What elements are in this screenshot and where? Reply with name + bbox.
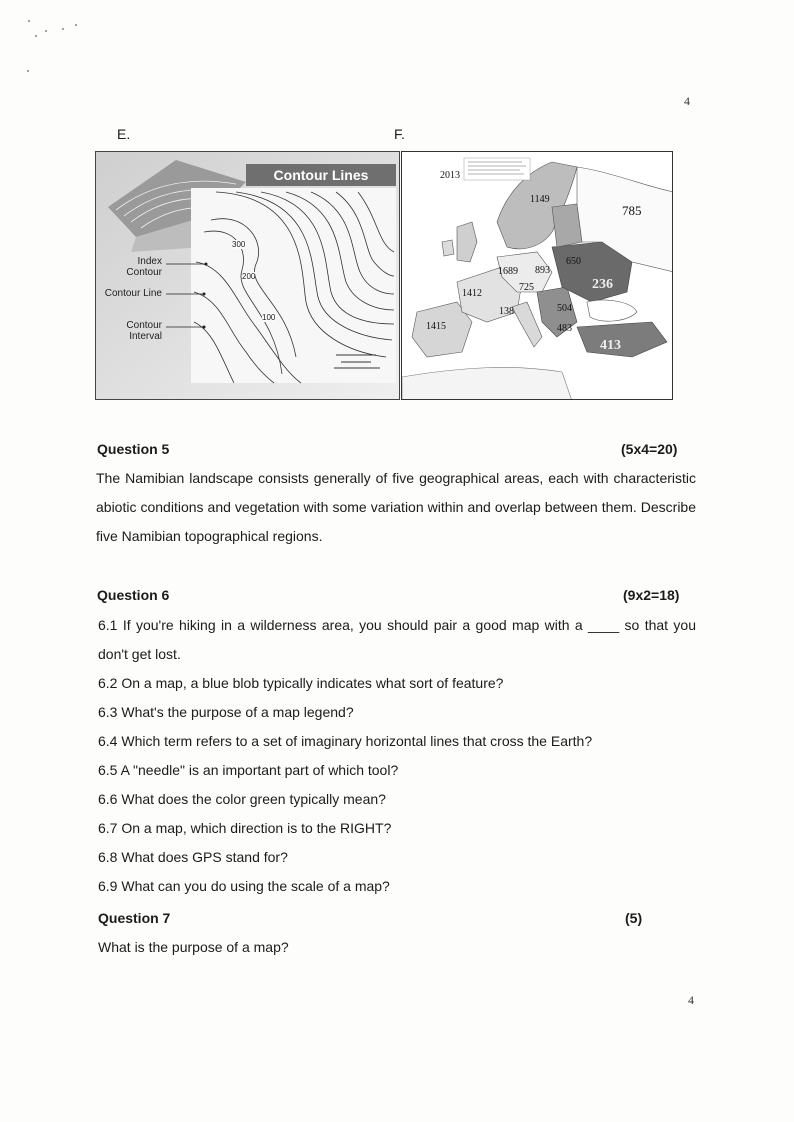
figure-f-label: F. [394,126,405,142]
map-value-725: 725 [519,282,534,293]
europe-map-figure [401,151,673,400]
contour-line-label: Contour Line [104,288,162,299]
map-value-413: 413 [600,338,621,353]
question-6-item: 6.4 Which term refers to a set of imaginary horizontal lines that cross the Earth? [98,733,593,749]
europe-map-drawing [402,152,673,400]
map-value-650: 650 [566,256,581,267]
question-6-item: don't get lost. [98,646,181,662]
contour-interval-label: Contour Interval [126,320,162,342]
question-7-title: Question 7 [98,910,171,926]
question-6-list [98,611,698,901]
question-5-text: The Namibian landscape consists generally of five geographical areas, each with characteristic abiotic conditions and vegetation with some variation within and overlap between them. Describe five Namibian topographical regions. [96,470,696,544]
question-6-title: Question 6 [97,587,170,603]
question-7-marks: (5) [625,910,643,926]
map-value-1149: 1149 [530,194,550,205]
question-6-item: 6.1 If you're hiking in a wilderness area, you should pair a good map with a ____ so that you [98,617,696,633]
map-value-483: 483 [557,323,572,334]
map-value-236: 236 [592,277,613,292]
question-6-item: 6.9 What can you do using the scale of a map? [98,878,390,894]
page-number-top: 4 [684,94,690,108]
contour-tick-300: 300 [232,240,246,249]
question-6-item: 6.6 What does the color green typically mean? [98,791,386,807]
page-number-bottom: 4 [688,993,694,1007]
question-5-title: Question 5 [97,441,170,457]
map-value-138: 138 [499,306,514,317]
question-7-text: What is the purpose of a map? [98,939,289,955]
question-6-item: 6.8 What does GPS stand for? [98,849,288,865]
map-value-1415: 1415 [426,321,446,332]
question-6-item: 6.2 On a map, a blue blob typically indicates what sort of feature? [98,675,504,691]
contour-tick-200: 200 [242,272,256,281]
question-5-marks: (5x4=20) [621,441,678,457]
question-6-item: 6.7 On a map, which direction is to the RIGHT? [98,820,392,836]
map-value-1412: 1412 [462,288,482,299]
map-value-785: 785 [622,203,642,218]
map-value-504: 504 [557,303,572,314]
figure-e-label: E. [117,126,131,142]
contour-lines-figure [95,151,400,400]
map-value-2013: 2013 [440,170,460,181]
question-6-item: 6.5 A "needle" is an important part of which tool? [98,762,399,778]
contour-tick-100: 100 [262,313,276,322]
map-value-893: 893 [535,265,550,276]
question-6-marks: (9x2=18) [623,587,680,603]
map-value-1689: 1689 [498,266,518,277]
contour-title: Contour Lines [246,164,396,186]
index-contour-label: Index Contour [126,256,162,278]
question-6-item: 6.3 What's the purpose of a map legend? [98,704,354,720]
